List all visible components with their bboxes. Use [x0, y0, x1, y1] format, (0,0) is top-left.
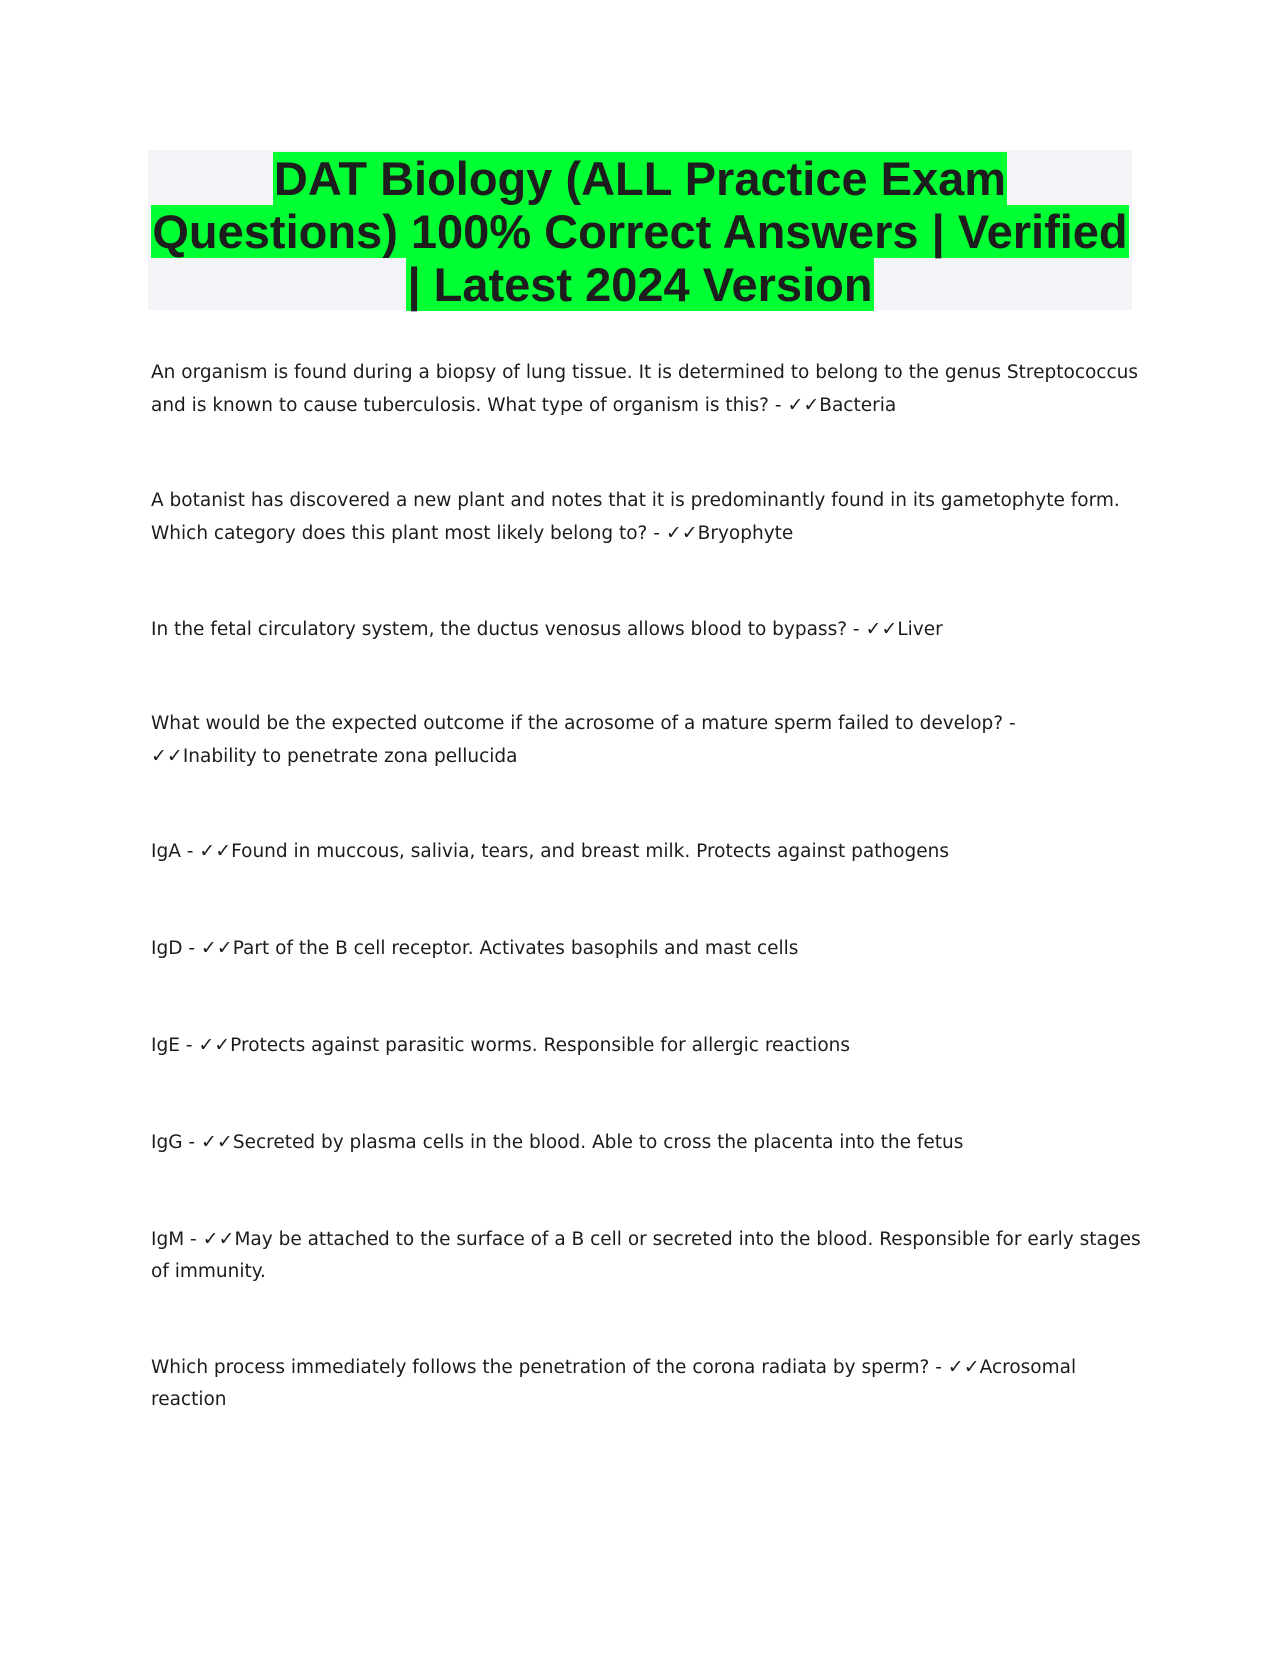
document-title	[148, 150, 1132, 311]
qa-item-5	[151, 835, 1141, 868]
check-icon: ✓✓	[151, 745, 183, 767]
question-text: What would be the expected outcome if the acrosome of a mature sperm failed to develop? -	[151, 713, 1016, 734]
qa-item-8	[151, 1126, 1141, 1159]
qa-item-7	[151, 1029, 1141, 1062]
answer-text: Protects against parasitic worms. Responsible for allergic reactions	[230, 1035, 851, 1056]
question-text: IgG -	[151, 1132, 201, 1153]
qa-item-10	[151, 1351, 1141, 1416]
answer-text: Acrosomal reaction	[151, 1357, 1077, 1410]
question-text: IgA -	[151, 841, 200, 862]
question-text: In the fetal circulatory system, the ductus venosus allows blood to bypass? -	[151, 619, 866, 640]
answer-text: Bacteria	[819, 395, 897, 416]
answer-text: Liver	[897, 619, 943, 640]
question-text: IgM -	[151, 1229, 203, 1250]
qa-item-3	[151, 613, 1141, 646]
check-icon: ✓✓	[200, 1131, 233, 1153]
check-icon: ✓✓	[200, 937, 233, 959]
answer-text: May be attached to the surface of a B cell or secreted into the blood. Responsible for early stages of immunity.	[151, 1229, 1141, 1282]
answer-text: Bryophyte	[697, 523, 794, 544]
check-icon: ✓✓	[665, 522, 698, 544]
question-text: IgD -	[151, 938, 201, 959]
qa-item-1	[151, 357, 1141, 422]
check-icon: ✓✓	[787, 394, 820, 416]
qa-item-6	[151, 932, 1141, 965]
answer-text: Inability to penetrate zona pellucida	[182, 746, 518, 767]
question-text: IgE -	[151, 1035, 199, 1056]
check-icon: ✓✓	[202, 1228, 235, 1250]
qa-item-9	[151, 1223, 1141, 1288]
title-block	[148, 150, 1132, 310]
question-text: An organism is found during a biopsy of lung tissue. It is determined to belong to the genus Streptococcus and is known to cause tuberculosis. What type of organism is this? -	[151, 362, 1139, 416]
question-text: Which process immediately follows the penetration of the corona radiata by sperm? -	[151, 1357, 948, 1378]
qa-item-2	[151, 485, 1141, 550]
answer-text: Part of the B cell receptor. Activates basophils and mast cells	[232, 938, 799, 959]
title-highlight: DAT Biology (ALL Practice Exam Questions) 100% Correct Answers | Verified | Latest 2024 Version	[152, 152, 1128, 311]
check-icon: ✓✓	[865, 618, 898, 640]
check-icon: ✓✓	[198, 1034, 231, 1056]
question-text: A botanist has discovered a new plant and notes that it is predominantly found in its gametophyte form. Which category does this plant most likely belong to? -	[151, 490, 1120, 544]
check-icon: ✓✓	[199, 840, 232, 862]
answer-text: Secreted by plasma cells in the blood. Able to cross the placenta into the fetus	[232, 1132, 964, 1153]
qa-item-4	[151, 708, 1141, 773]
answer-text: Found in muccous, salivia, tears, and breast milk. Protects against pathogens	[231, 841, 949, 862]
check-icon: ✓✓	[947, 1356, 980, 1378]
